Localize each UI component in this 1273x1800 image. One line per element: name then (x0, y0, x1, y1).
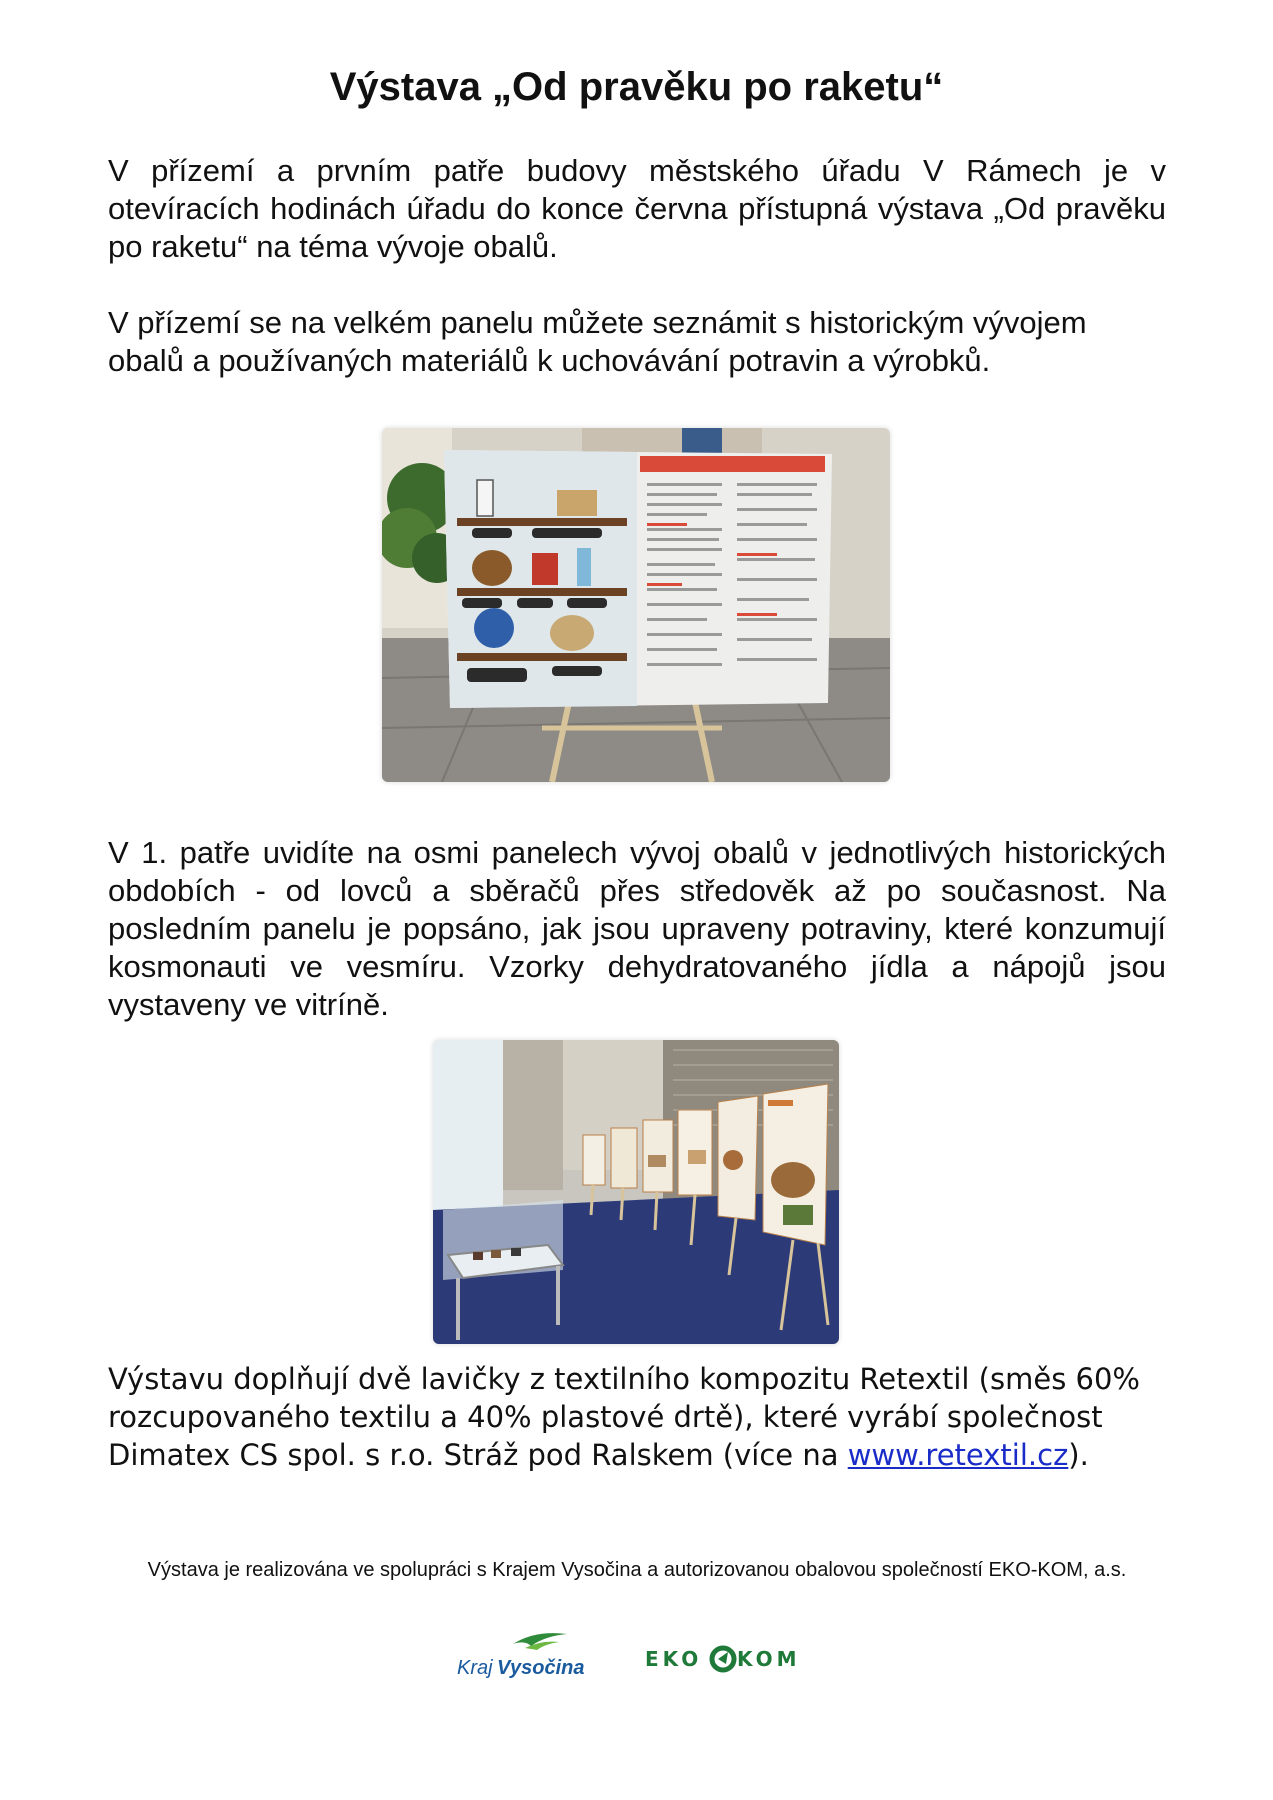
paragraph-intro: V přízemí a prvním patře budovy městského úřadu V Rámech je v otevíracích hodinách úřadu do konce června přístupná výstava „Od pravěku po raketu“ na téma vývoje obalů. (108, 153, 1166, 264)
photo-first-floor-panels (433, 1040, 839, 1344)
kraj-vysocina-logo (455, 1630, 595, 1685)
eko-logo-text-right: KOM (737, 1647, 801, 1671)
eko-kom-logo (640, 1640, 815, 1681)
benches-text-end: ). (1068, 1438, 1089, 1472)
retextil-link[interactable]: www.retextil.cz (847, 1438, 1069, 1472)
kraj-logo-text-thin: Kraj (457, 1657, 493, 1679)
kraj-logo-text-bold: Vysočina (497, 1657, 585, 1679)
eko-logo-text-left: EKO (645, 1647, 703, 1671)
paragraph-first-floor: V 1. patře uvidíte na osmi panelech vývoj obalů v jednotlivých historických obdobích - od lovců a sběračů přes středověk až po současnost. Na posledním panelu je popsáno, jak jsou upraveny potraviny, které konzumují kosmonauti ve vesmíru. Vzorky dehydratovaného jídla a nápojů jsou vystaveny ve vitríně. (108, 835, 1166, 1022)
photo-ground-floor-panel (382, 428, 890, 782)
page-title: Výstava „Od pravěku po raketu“ (329, 65, 944, 109)
paragraph-benches (108, 1360, 1166, 1474)
benches-text: Výstavu doplňují dvě lavičky z textilního kompozitu Retextil (směs 60% rozcupovaného textilu a 40% plastové drtě), které vyrábí společnost Dimatex CS spol. s r.o. Stráž pod Ralskem (více na (108, 1362, 1140, 1472)
footer-note: Výstava je realizována ve spolupráci s Krajem Vysočina a autorizovanou obalovou společností EKO-KOM, a.s. (147, 1559, 1127, 1581)
paragraph-ground-floor: V přízemí se na velkém panelu můžete seznámit s historickým vývojem obalů a používaných materiálů k uchovávání potravin a výrobků. (108, 305, 1087, 378)
